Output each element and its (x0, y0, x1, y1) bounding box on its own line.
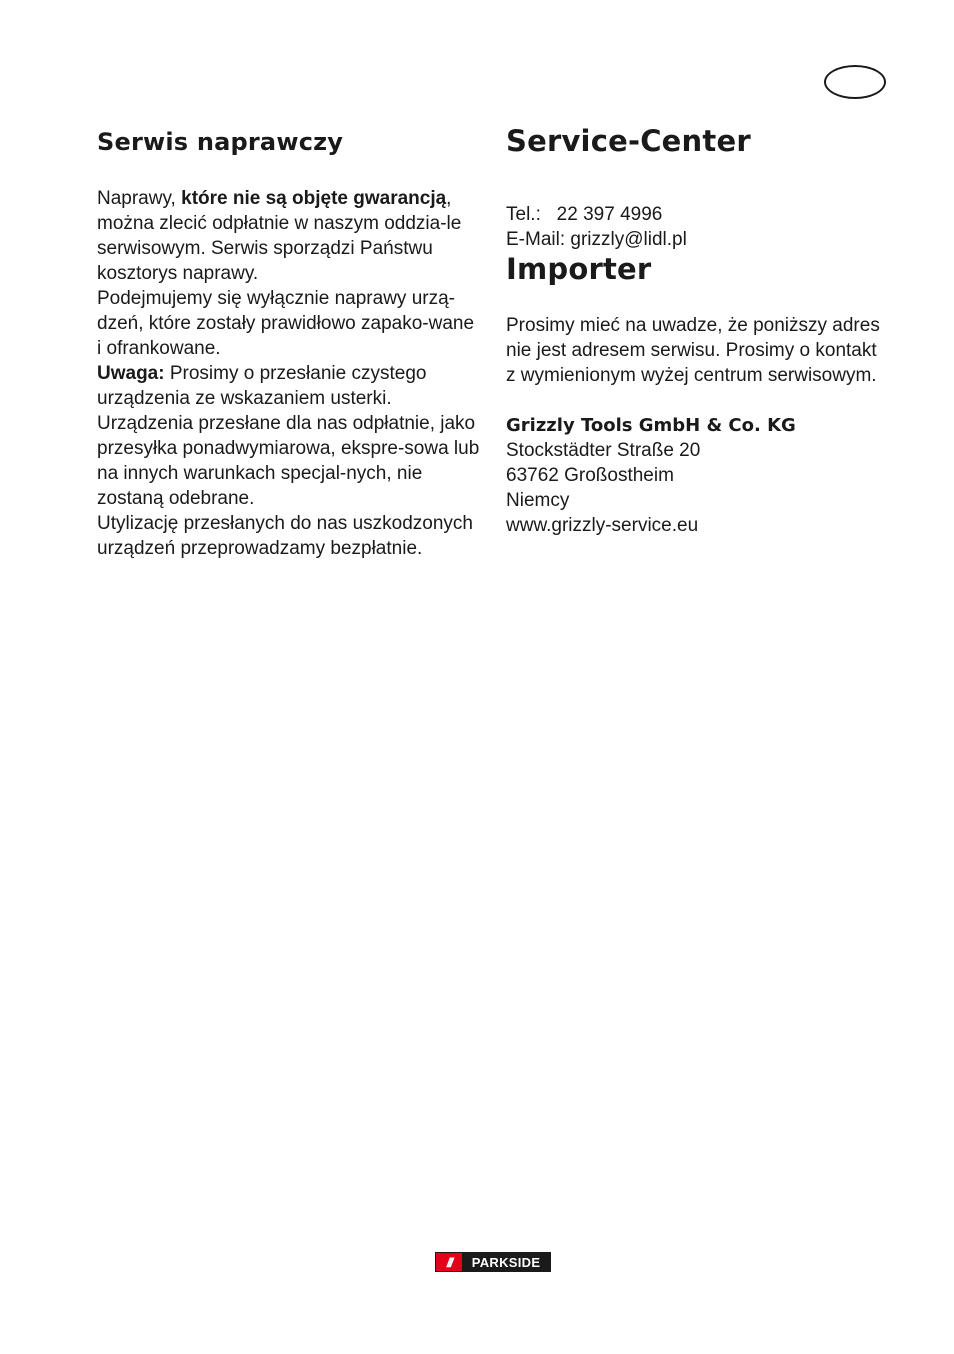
parkside-logo (435, 1252, 551, 1272)
repair-service-heading: Serwis naprawczy (97, 128, 344, 156)
packaging-paragraph: Podejmujemy się wyłącznie naprawy urzą-dzeń, które zostały prawidłowo zapako-wane i ofrankowane. (97, 288, 475, 359)
warranty-text-1: Naprawy, (97, 188, 182, 209)
street-address: Stockstädter Straße 20 (506, 440, 701, 461)
website-link[interactable]: www.grizzly-service.eu (506, 515, 699, 536)
repair-service-section (97, 128, 483, 561)
importer-heading: Importer (506, 252, 652, 286)
rejection-paragraph: Urządzenia przesłane dla nas odpłatnie, jako przesyłka ponadwymiarowa, ekspre-sowa lub na innych warunkach specjal-nych, nie zostaną odebrane. (97, 413, 480, 509)
language-badge (824, 65, 886, 99)
note-label: Uwaga: (97, 363, 165, 384)
city-address: 63762 Großostheim (506, 465, 674, 486)
logo-stripes-icon: /// (436, 1253, 462, 1271)
warranty-bold-text: które nie są objęte gwarancją (181, 188, 447, 209)
contact-block (506, 202, 886, 252)
importer-address (506, 413, 886, 538)
disposal-paragraph: Utylizację przesłanych do nas uszkodzonych urządzeń przeprowadzamy bezpłatnie. (97, 513, 473, 559)
note-paragraph (97, 361, 483, 411)
repair-service-body (97, 186, 483, 561)
importer-note: Prosimy mieć na uwadze, że poniższy adres nie jest adresem serwisu. Prosimy o kontakt z wymienionym wyżej centrum serwisowym. (506, 315, 880, 386)
country: Niemcy (506, 490, 570, 511)
contact-section (506, 124, 886, 538)
company-name: Grizzly Tools GmbH & Co. KG (506, 415, 796, 436)
email-line: E-Mail: grizzly@lidl.pl (506, 229, 687, 250)
note-text: Prosimy o przesłanie czystego urządzenia ze wskazaniem usterki. (97, 363, 427, 409)
logo-brand-text: PARKSIDE (462, 1253, 550, 1271)
phone-line: Tel.: 22 397 4996 (506, 204, 663, 225)
service-center-heading: Service-Center (506, 124, 751, 158)
warranty-paragraph (97, 186, 483, 286)
warranty-text-2: , można zlecić odpłatnie w naszym oddzia-le serwisowym. Serwis sporządzi Państwu kosztorys naprawy. (97, 188, 462, 284)
